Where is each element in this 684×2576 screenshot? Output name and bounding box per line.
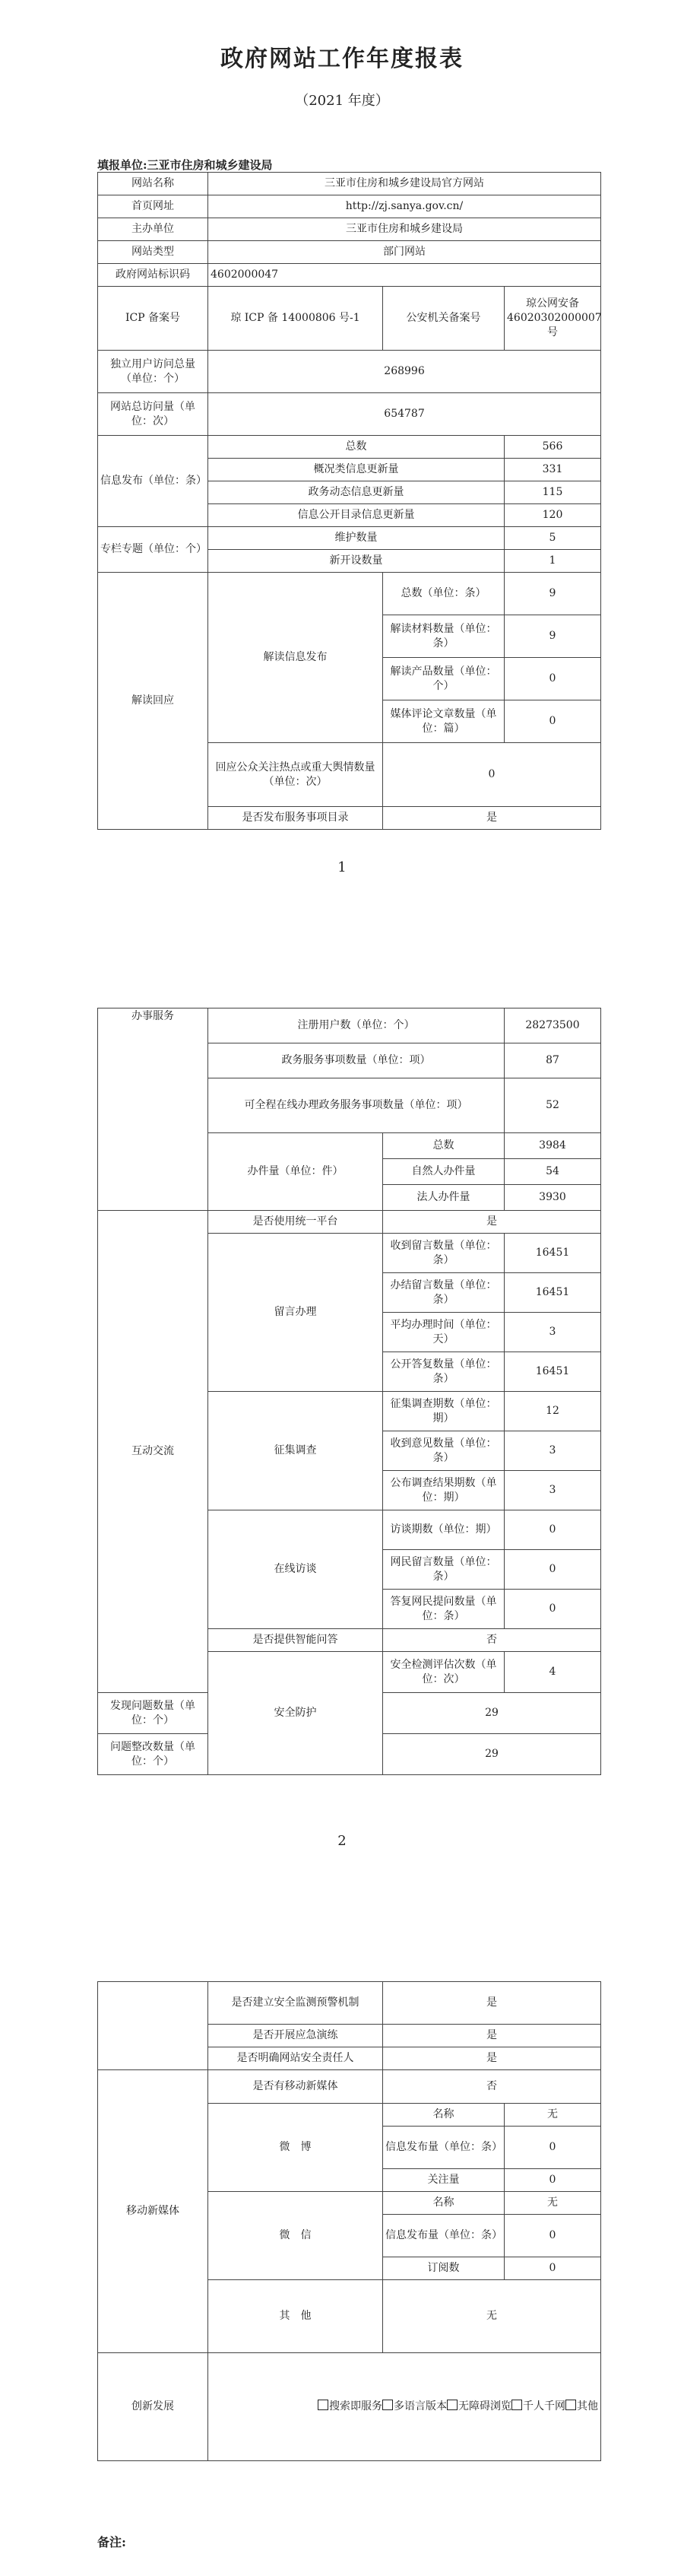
value-interpret-material: 9 [505,615,601,658]
label-talk-msgs: 网民留言数量（单位：条） [383,1550,505,1590]
label-talk-count: 访谈期数（单位：期） [383,1510,505,1550]
label-page-views: 网站总访问量（单位：次） [98,393,208,436]
checkbox-search-service[interactable]: 搜索即服务 [318,2400,382,2412]
value-site-id: 4602000047 [208,264,601,287]
value-msg-received: 16451 [505,1234,601,1273]
label-wechat: 微 信 [208,2192,383,2280]
label-home-url: 首页网址 [98,195,208,218]
label-msg-received: 收到留言数量（单位：条） [383,1234,505,1273]
label-online-items: 可全程在线办理政务服务事项数量（单位：项） [208,1078,505,1133]
label-unique-visitors: 独立用户访问总量（单位：个） [98,351,208,393]
label-interpret: 解读回应 [98,573,208,830]
value-page-views: 654787 [208,393,601,436]
label-security-fixed: 问题整改数量（单位：个） [98,1734,208,1775]
label-info-news: 政务动态信息更新量 [208,481,505,504]
value-cases-legal: 3930 [505,1185,601,1211]
label-site-type: 网站类型 [98,241,208,264]
label-survey-results: 公布调查结果期数（单位：期） [383,1471,505,1510]
label-service-items: 政务服务事项数量（单位：项） [208,1043,505,1078]
label-icp: ICP 备案号 [98,287,208,351]
value-police: 琼公网安备 46020302000007 号 [505,287,601,351]
value-hot-response: 0 [383,743,601,807]
label-info-total: 总数 [208,436,505,459]
label-cases: 办件量（单位：件） [208,1133,383,1211]
label-registered-users: 注册用户数（单位：个） [208,1008,505,1043]
label-innovation: 创新发展 [98,2353,208,2461]
report-year: （2021 年度） [295,93,389,109]
value-icp: 琼 ICP 备 14000806 号-1 [208,287,383,351]
page-number: 1 [337,859,347,875]
value-msg-public: 16451 [505,1352,601,1392]
label-smart-qa: 是否提供智能问答 [208,1629,383,1652]
value-has-new-media: 否 [383,2070,601,2104]
value-msg-done: 16451 [505,1273,601,1313]
label-info-release: 信息发布（单位：条） [98,436,208,527]
security-continued [98,1982,208,2070]
report-table-page2 [97,1008,601,1775]
label-wechat-name: 名称 [383,2192,505,2215]
value-info-catalog: 120 [505,504,601,527]
label-directory: 是否发布服务事项目录 [208,807,383,830]
label-cases-legal: 法人办件量 [383,1185,505,1211]
label-column-new: 新开设数量 [208,550,505,573]
value-survey-opinions: 3 [505,1431,601,1471]
value-safety-owner: 是 [383,2047,601,2070]
value-column-new: 1 [505,550,601,573]
value-cases-total: 3984 [505,1133,601,1159]
label-service: 办事服务 [98,1008,208,1211]
value-info-total: 566 [505,436,601,459]
label-interpret-material: 解读材料数量（单位：条） [383,615,505,658]
label-wechat-posts: 信息发布量（单位：条） [383,2215,505,2257]
label-police: 公安机关备案号 [383,287,505,351]
label-message-handling: 留言办理 [208,1234,383,1392]
value-info-overview: 331 [505,459,601,481]
report-table-page3 [97,1981,601,2461]
label-interpret-total: 总数（单位：条） [383,573,505,615]
label-interpret-product: 解读产品数量（单位：个） [383,658,505,700]
label-columns: 专栏专题（单位：个） [98,527,208,573]
label-new-media: 移动新媒体 [98,2070,208,2353]
value-interpret-total: 9 [505,573,601,615]
value-talk-msgs: 0 [505,1550,601,1590]
value-directory: 是 [383,807,601,830]
filling-unit: 填报单位:三亚市住房和城乡建设局 [97,158,273,172]
value-weibo-posts: 0 [505,2127,601,2169]
report-table-page1 [97,172,601,830]
checkbox-multi-language[interactable]: 多语言版本 [382,2400,447,2412]
value-survey-results: 3 [505,1471,601,1510]
label-interaction: 互动交流 [98,1211,208,1693]
label-interpret-media: 媒体评论文章数量（单位：篇） [383,700,505,743]
value-other-media: 无 [383,2280,601,2353]
label-msg-public: 公开答复数量（单位：条） [383,1352,505,1392]
label-hot-response: 回应公众关注热点或重大舆情数量（单位：次） [208,743,383,807]
value-unified-platform: 是 [383,1211,601,1234]
value-info-news: 115 [505,481,601,504]
value-emergency-drill: 是 [383,2025,601,2047]
label-wechat-subs: 订阅数 [383,2257,505,2280]
value-security-fixed: 29 [383,1734,601,1775]
label-info-overview: 概况类信息更新量 [208,459,505,481]
label-weibo: 微 博 [208,2104,383,2192]
innovation-options [208,2353,601,2461]
value-wechat-subs: 0 [505,2257,601,2280]
checkbox-accessibility[interactable]: 无障碍浏览 [447,2400,511,2412]
value-service-items: 87 [505,1043,601,1078]
value-weibo-name: 无 [505,2104,601,2127]
page-number: 2 [337,1833,347,1849]
label-interpret-release: 解读信息发布 [208,573,383,743]
label-cases-total: 总数 [383,1133,505,1159]
label-monitor-mechanism: 是否建立安全监测预警机制 [208,1982,383,2025]
label-security-issues: 发现问题数量（单位：个） [98,1693,208,1734]
checkbox-other[interactable]: 其他 [565,2400,598,2412]
value-weibo-follow: 0 [505,2169,601,2192]
label-weibo-follow: 关注量 [383,2169,505,2192]
label-weibo-posts: 信息发布量（单位：条） [383,2127,505,2169]
label-site-name: 网站名称 [98,173,208,195]
label-host-unit: 主办单位 [98,218,208,241]
value-security-checks: 4 [505,1652,601,1693]
value-site-type: 部门网站 [208,241,601,264]
remarks: 备注: [97,2535,126,2549]
label-security-checks: 安全检测评估次数（单位：次） [383,1652,505,1693]
value-home-url: http://zj.sanya.gov.cn/ [208,195,601,218]
value-security-issues: 29 [383,1693,601,1734]
value-online-items: 52 [505,1078,601,1133]
label-safety-owner: 是否明确网站安全责任人 [208,2047,383,2070]
label-has-new-media: 是否有移动新媒体 [208,2070,383,2104]
label-column-maintain: 维护数量 [208,527,505,550]
value-msg-days: 3 [505,1313,601,1352]
label-info-catalog: 信息公开目录信息更新量 [208,504,505,527]
label-site-id: 政府网站标识码 [98,264,208,287]
value-smart-qa: 否 [383,1629,601,1652]
value-column-maintain: 5 [505,527,601,550]
label-survey: 征集调查 [208,1392,383,1510]
label-survey-opinions: 收到意见数量（单位：条） [383,1431,505,1471]
label-weibo-name: 名称 [383,2104,505,2127]
value-talk-count: 0 [505,1510,601,1550]
value-interpret-product: 0 [505,658,601,700]
value-site-name: 三亚市住房和城乡建设局官方网站 [208,173,601,195]
value-wechat-posts: 0 [505,2215,601,2257]
label-talk-answers: 答复网民提问数量（单位：条） [383,1590,505,1629]
label-security: 安全防护 [208,1652,383,1775]
label-emergency-drill: 是否开展应急演练 [208,2025,383,2047]
value-talk-answers: 0 [505,1590,601,1629]
value-unique-visitors: 268996 [208,351,601,393]
label-unified-platform: 是否使用统一平台 [208,1211,383,1234]
value-survey-count: 12 [505,1392,601,1431]
value-host-unit: 三亚市住房和城乡建设局 [208,218,601,241]
value-monitor-mechanism: 是 [383,1982,601,2025]
value-registered-users: 28273500 [505,1008,601,1043]
value-wechat-name: 无 [505,2192,601,2215]
label-msg-days: 平均办理时间（单位：天） [383,1313,505,1352]
label-msg-done: 办结留言数量（单位：条） [383,1273,505,1313]
report-title: 政府网站工作年度报表 [220,46,464,72]
value-cases-natural: 54 [505,1159,601,1185]
label-online-talk: 在线访谈 [208,1510,383,1629]
checkbox-personalized[interactable]: 千人千网 [511,2400,565,2412]
value-interpret-media: 0 [505,700,601,743]
label-other-media: 其 他 [208,2280,383,2353]
label-survey-count: 征集调查期数（单位：期） [383,1392,505,1431]
label-cases-natural: 自然人办件量 [383,1159,505,1185]
